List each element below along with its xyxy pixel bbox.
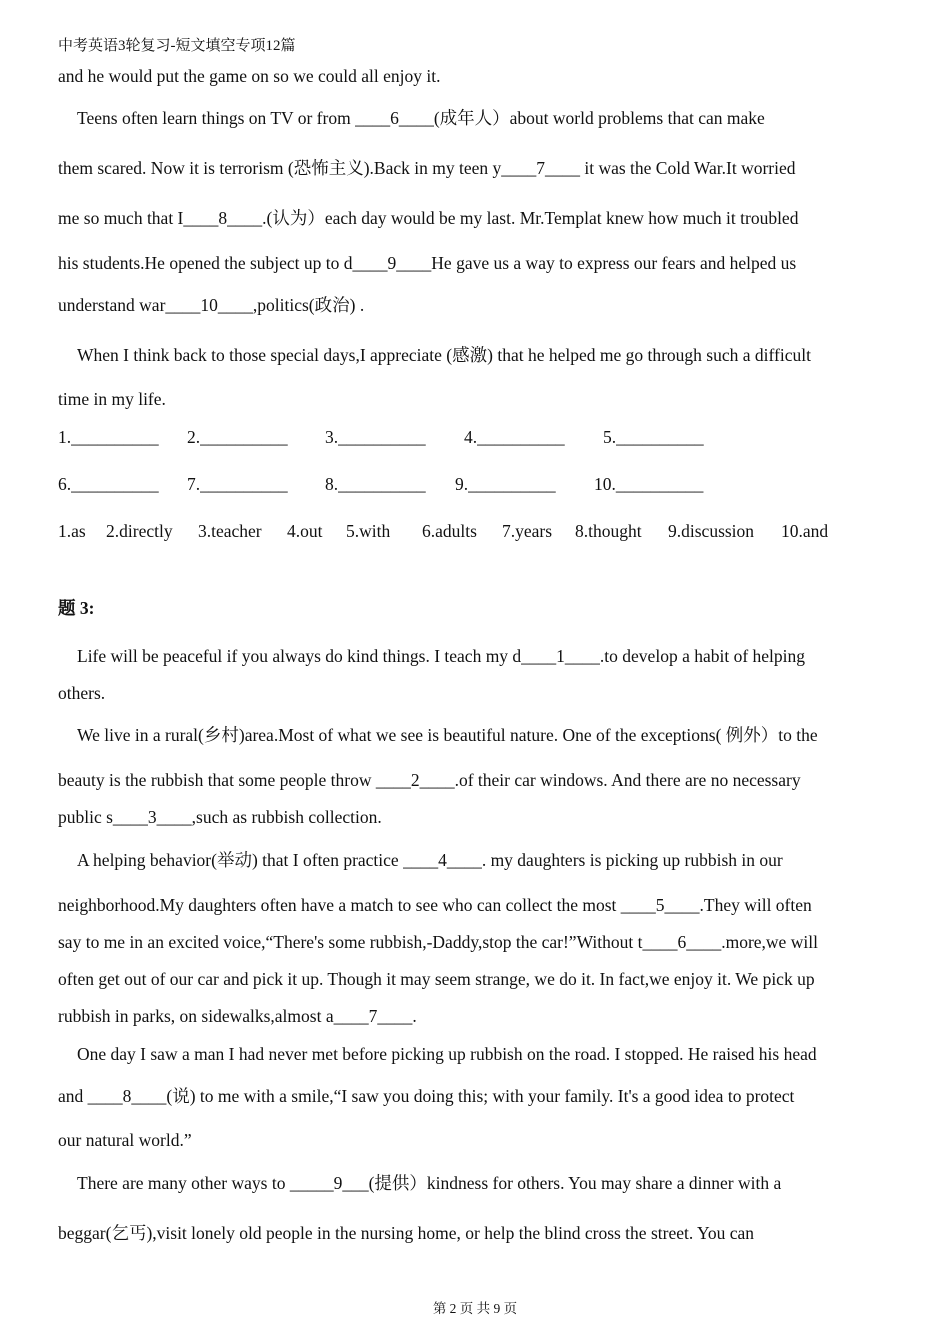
paragraph-line: There are many other ways to _____9___(提供）kindness for others. You may share a dinner with a xyxy=(77,1173,782,1193)
paragraph-line: public s____3____,such as rubbish collection. xyxy=(58,807,382,827)
answer-item: 9.discussion xyxy=(668,521,755,541)
paragraph-line: beggar(乞丐),visit lonely old people in the nursing home, or help the blind cross the street. You can xyxy=(58,1223,754,1243)
paragraph-line: A helping behavior(举动) that I often practice ____4____. my daughters is picking up rubbish in our xyxy=(77,850,783,870)
paragraph-line: time in my life. xyxy=(58,389,166,409)
answer-item: 5.with xyxy=(346,521,391,541)
question-title: 题 3: xyxy=(58,598,95,618)
answer-blank: 7.__________ xyxy=(187,474,288,494)
answer-blank: 10.__________ xyxy=(594,474,704,494)
answer-blank: 8.__________ xyxy=(325,474,426,494)
paragraph-line: beauty is the rubbish that some people throw ____2____.of their car windows. And there are no necessary xyxy=(58,770,801,790)
answer-item: 6.adults xyxy=(422,521,477,541)
paragraph-line: rubbish in parks, on sidewalks,almost a____7____. xyxy=(58,1006,417,1026)
paragraph-line: me so much that I____8____.(认为）each day would be my last. Mr.Templat knew how much it troubled xyxy=(58,208,799,228)
answer-item: 1.as xyxy=(58,521,86,541)
paragraph-line: others. xyxy=(58,683,106,703)
answer-item: 7.years xyxy=(502,521,553,541)
page-footer: 第 2 页 共 9 页 xyxy=(432,1301,518,1316)
answer-blanks-row xyxy=(58,427,858,449)
paragraph-line: his students.He opened the subject up to d____9____He gave us a way to express our fears and helped us xyxy=(58,253,797,273)
answer-item: 2.directly xyxy=(106,521,173,541)
answer-blank: 1.__________ xyxy=(58,427,159,447)
paragraph-line: understand war____10____,politics(政治) . xyxy=(58,295,365,315)
paragraph-line: One day I saw a man I had never met before picking up rubbish on the road. I stopped. He raised his head xyxy=(77,1044,817,1064)
answer-blank: 9.__________ xyxy=(455,474,556,494)
paragraph-line: When I think back to those special days,I appreciate (感激) that he helped me go through such a difficult xyxy=(77,345,811,365)
answer-item: 8.thought xyxy=(575,521,642,541)
answer-item: 4.out xyxy=(287,521,323,541)
paragraph-line: and he would put the game on so we could all enjoy it. xyxy=(58,66,441,86)
paragraph-line: say to me in an excited voice,“There's some rubbish,-Daddy,stop the car!”Without t____6____.more,we will xyxy=(58,932,818,952)
paragraph-line: Teens often learn things on TV or from ____6____(成年人）about world problems that can make xyxy=(77,108,765,128)
page-header: 中考英语3轮复习-短文填空专项12篇 xyxy=(58,38,296,54)
paragraph-line: We live in a rural(乡村)area.Most of what we see is beautiful nature. One of the exceptions( 例外）to the xyxy=(77,725,818,745)
answer-blanks-row xyxy=(58,474,858,496)
paragraph-line: Life will be peaceful if you always do kind things. I teach my d____1____.to develop a habit of helping xyxy=(77,646,806,666)
paragraph-line: and ____8____(说) to me with a smile,“I saw you doing this; with your family. It's a good idea to protect xyxy=(58,1086,795,1106)
answer-blank: 5.__________ xyxy=(603,427,704,447)
answer-item: 10.and xyxy=(781,521,829,541)
paragraph-line: them scared. Now it is terrorism (恐怖主义).Back in my teen y____7____ it was the Cold War.It worried xyxy=(58,158,796,178)
answer-item: 3.teacher xyxy=(198,521,262,541)
answer-blank: 6.__________ xyxy=(58,474,159,494)
answer-blank: 2.__________ xyxy=(187,427,288,447)
paragraph-line: our natural world.” xyxy=(58,1130,192,1150)
answer-blank: 4.__________ xyxy=(464,427,565,447)
paragraph-line: often get out of our car and pick it up. Though it may seem strange, we do it. In fact,we enjoy it. We pick up xyxy=(58,969,815,989)
answer-blank: 3.__________ xyxy=(325,427,426,447)
answer-key xyxy=(58,521,898,543)
paragraph-line: neighborhood.My daughters often have a match to see who can collect the most ____5____.They will often xyxy=(58,895,812,915)
